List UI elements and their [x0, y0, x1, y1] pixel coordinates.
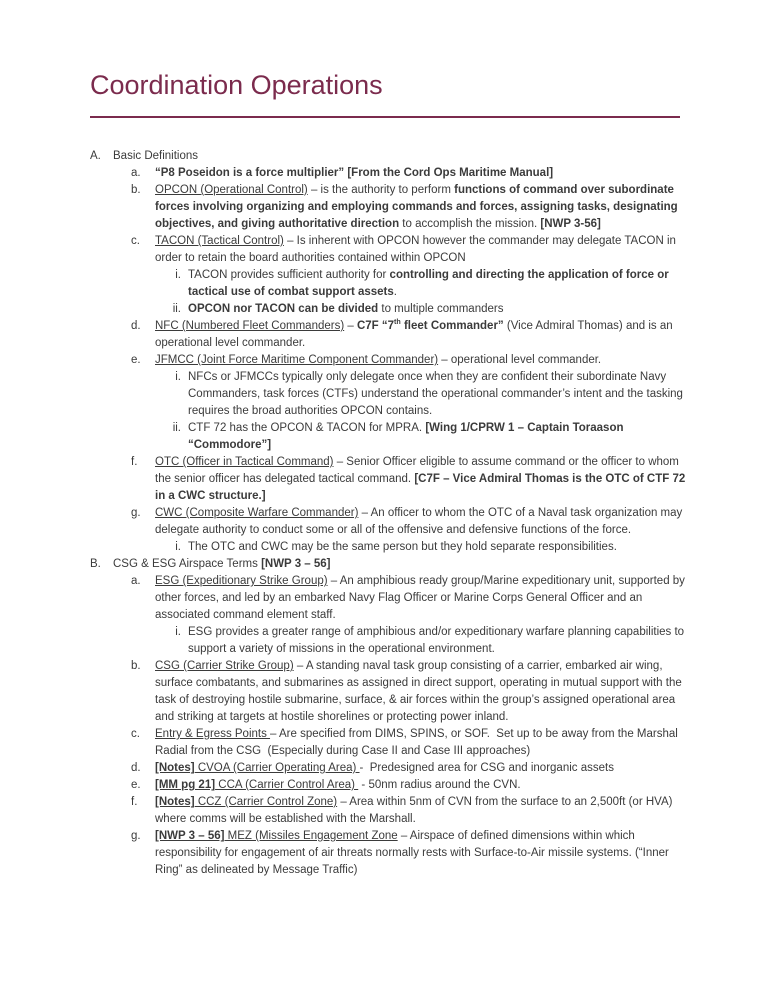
item-marker: A.: [90, 150, 101, 163]
item-text: [155, 658, 690, 726]
text-run: NFC (Numbered Fleet Commanders): [155, 320, 345, 333]
page-title: Coordination Operations: [90, 70, 383, 100]
item-marker: g.: [131, 507, 141, 520]
text-run: to accomplish the mission.: [399, 218, 541, 231]
text-run: [Wing 1/CPRW 1 – Captain Toraason “Commodore”]: [188, 422, 627, 452]
item-text: [155, 318, 690, 352]
item-text: [188, 369, 690, 420]
item-text: [188, 624, 690, 658]
text-run: ESG (Expeditionary Strike Group): [155, 575, 328, 588]
text-run: – Is inherent with OPCON however the commander may delegate TACON in order to retain the board authorities contained within OPCON: [155, 235, 680, 265]
item-marker: c.: [131, 728, 140, 741]
item-text: [155, 352, 690, 369]
text-run: – Are specified from DIMS, SPINS, or SOF. Set up to be away from the Marshal Radial from the CSG (Especially during Case II and Case III approaches): [155, 728, 682, 758]
outline-item: [0, 760, 690, 777]
text-run: NFCs or JFMCCs typically only delegate once when they are confident their subordinate Navy Commanders, task forces (CTFs) understand the operational commander’s intent and the tasking requires the broad authorities OPCON contains.: [188, 371, 687, 418]
text-run: – An amphibious ready group/Marine expeditionary unit, supported by other forces, and led by an embarked Navy Flag Officer or Marine Corps General Officer and an associated command element staff.: [155, 575, 689, 622]
item-text: [155, 573, 690, 624]
item-text: [155, 165, 690, 182]
text-run: [NWP 3-56]: [540, 218, 601, 231]
text-run: –: [344, 320, 357, 333]
outline-item: [0, 658, 690, 726]
outline-item: [0, 182, 690, 233]
text-run: CWC (Composite Warfare Commander): [155, 507, 359, 520]
outline-item: [0, 624, 690, 658]
outline-item: [0, 505, 690, 539]
item-text: [155, 726, 690, 760]
text-run: functions of command over subordinate forces involving organizing and employing commands and forces, assigning tasks, designating objectives, and giving authoritative direction: [155, 184, 681, 231]
text-run: CVOA (Carrier Operating Area): [194, 762, 360, 775]
outline-item: [0, 301, 690, 318]
text-run: Basic Definitions: [113, 150, 199, 163]
item-text: [155, 182, 690, 233]
item-text: [155, 777, 690, 794]
item-marker: g.: [131, 830, 141, 843]
text-run: Entry & Egress Points: [155, 728, 271, 741]
outline-item: [0, 726, 690, 760]
text-run: - Predesigned area for CSG and inorganic assets: [359, 762, 614, 775]
text-run: – An officer to whom the OTC of a Naval task organization may delegate authority to conduct some or all of the offensive and defensive functions of the force.: [155, 507, 686, 537]
text-run: – is the authority to perform: [307, 184, 455, 197]
outline-item: [0, 794, 690, 828]
outline-item: [0, 318, 690, 352]
text-run: The OTC and CWC may be the same person but they hold separate responsibilities.: [188, 541, 617, 554]
text-run: (Vice Admiral Thomas) and is an operational level commander.: [155, 320, 676, 350]
text-run: OPCON nor TACON can be divided: [188, 303, 379, 316]
text-run: [C7F – Vice Admiral Thomas is the OTC of CTF 72 in a CWC structure.]: [155, 473, 689, 503]
text-run: ESG provides a greater range of amphibious and/or expeditionary warfare planning capabilities to support a variety of missions in the operational environment.: [188, 626, 688, 656]
text-run: OTC (Officer in Tactical Command): [155, 456, 334, 469]
item-text: [188, 539, 690, 556]
outline-item: [0, 539, 690, 556]
text-run: [NWP 3 – 56]: [155, 830, 225, 843]
text-run: – Airspace of defined dimensions within which responsibility for engagement of air threats normally rests with Surface-to-Air missile systems. (“Inner Ring” as delineated by Message Traffic): [155, 830, 673, 877]
text-run: [NWP 3 – 56]: [261, 558, 331, 571]
text-run: TACON provides sufficient authority for: [188, 269, 390, 282]
item-text: [188, 301, 690, 318]
text-run: “P8 Poseidon is a force multiplier” [From the Cord Ops Maritime Manual]: [155, 167, 554, 180]
text-run: CSG (Carrier Strike Group): [155, 660, 294, 673]
text-run: – Senior Officer eligible to assume command or the officer to whom the senior officer has delegated tactical command.: [155, 456, 683, 486]
item-text: [113, 148, 690, 165]
text-run: fleet Commander”: [400, 320, 504, 333]
text-run: CTF 72 has the OPCON & TACON for MPRA.: [188, 422, 426, 435]
item-marker: ii.: [172, 422, 181, 435]
outline-item: [0, 420, 690, 454]
outline-item: [0, 233, 690, 267]
outline-item: [0, 165, 690, 182]
item-marker: d.: [131, 762, 141, 775]
text-run: JFMCC (Joint Force Maritime Component Commander): [155, 354, 439, 367]
text-run: CSG & ESG Airspace Terms: [113, 558, 262, 571]
text-run: – A standing naval task group consisting of a carrier, embarked air wing, surface combatants, and submarines as assigned in direct support, operating in mutual support with the task of destroying hostile submarine, surface, & air forces within the group’s assigned operational area and striking at targets at hostile shorelines or protecting power inland.: [155, 660, 685, 724]
text-run: .: [393, 286, 397, 299]
item-text: [155, 760, 690, 777]
item-marker: f.: [131, 796, 138, 809]
outline: [0, 148, 768, 879]
text-run: [Notes]: [155, 796, 195, 809]
item-marker: B.: [90, 558, 101, 571]
outline-item: [0, 573, 690, 624]
item-text: [155, 794, 690, 828]
item-marker: i.: [175, 626, 181, 639]
text-run: OPCON (Operational Control): [155, 184, 308, 197]
item-marker: a.: [131, 167, 141, 180]
item-text: [188, 267, 690, 301]
item-text: [113, 556, 690, 573]
text-run: MEZ (Missiles Engagement Zone: [224, 830, 398, 843]
item-marker: f.: [131, 456, 138, 469]
text-run: – operational level commander.: [438, 354, 602, 367]
item-marker: d.: [131, 320, 141, 333]
item-marker: b.: [131, 184, 141, 197]
item-marker: i.: [175, 269, 181, 282]
text-run: [Notes]: [155, 762, 195, 775]
text-run: - 50nm radius around the CVN.: [358, 779, 521, 792]
item-marker: e.: [131, 779, 141, 792]
outline-item: [0, 267, 690, 301]
outline-item: [0, 828, 690, 879]
item-marker: ii.: [172, 303, 181, 316]
item-text: [155, 233, 690, 267]
item-marker: i.: [175, 371, 181, 384]
text-run: [MM pg 21]: [155, 779, 216, 792]
item-marker: i.: [175, 541, 181, 554]
outline-item: [0, 454, 690, 505]
item-marker: a.: [131, 575, 141, 588]
item-text: [155, 454, 690, 505]
outline-item: [0, 148, 690, 165]
text-run: to multiple commanders: [378, 303, 504, 316]
text-run: th: [394, 318, 401, 327]
outline-item: [0, 556, 690, 573]
item-text: [188, 420, 690, 454]
item-marker: b.: [131, 660, 141, 673]
text-run: CCA (Carrier Control Area): [215, 779, 359, 792]
text-run: TACON (Tactical Control): [155, 235, 284, 248]
item-marker: e.: [131, 354, 141, 367]
item-text: [155, 505, 690, 539]
text-run: controlling and directing the application of force or tactical use of combat support assets: [188, 269, 672, 299]
outline-item: [0, 777, 690, 794]
text-run: – Area within 5nm of CVN from the surface to an 2,500ft (or HVA) where comms will be established with the Marshall.: [155, 796, 676, 826]
text-run: CCZ (Carrier Control Zone): [194, 796, 338, 809]
outline-item: [0, 352, 690, 369]
item-marker: c.: [131, 235, 140, 248]
title-rule: [90, 116, 680, 118]
text-run: C7F “7: [356, 320, 395, 333]
outline-item: [0, 369, 690, 420]
item-text: [155, 828, 690, 879]
